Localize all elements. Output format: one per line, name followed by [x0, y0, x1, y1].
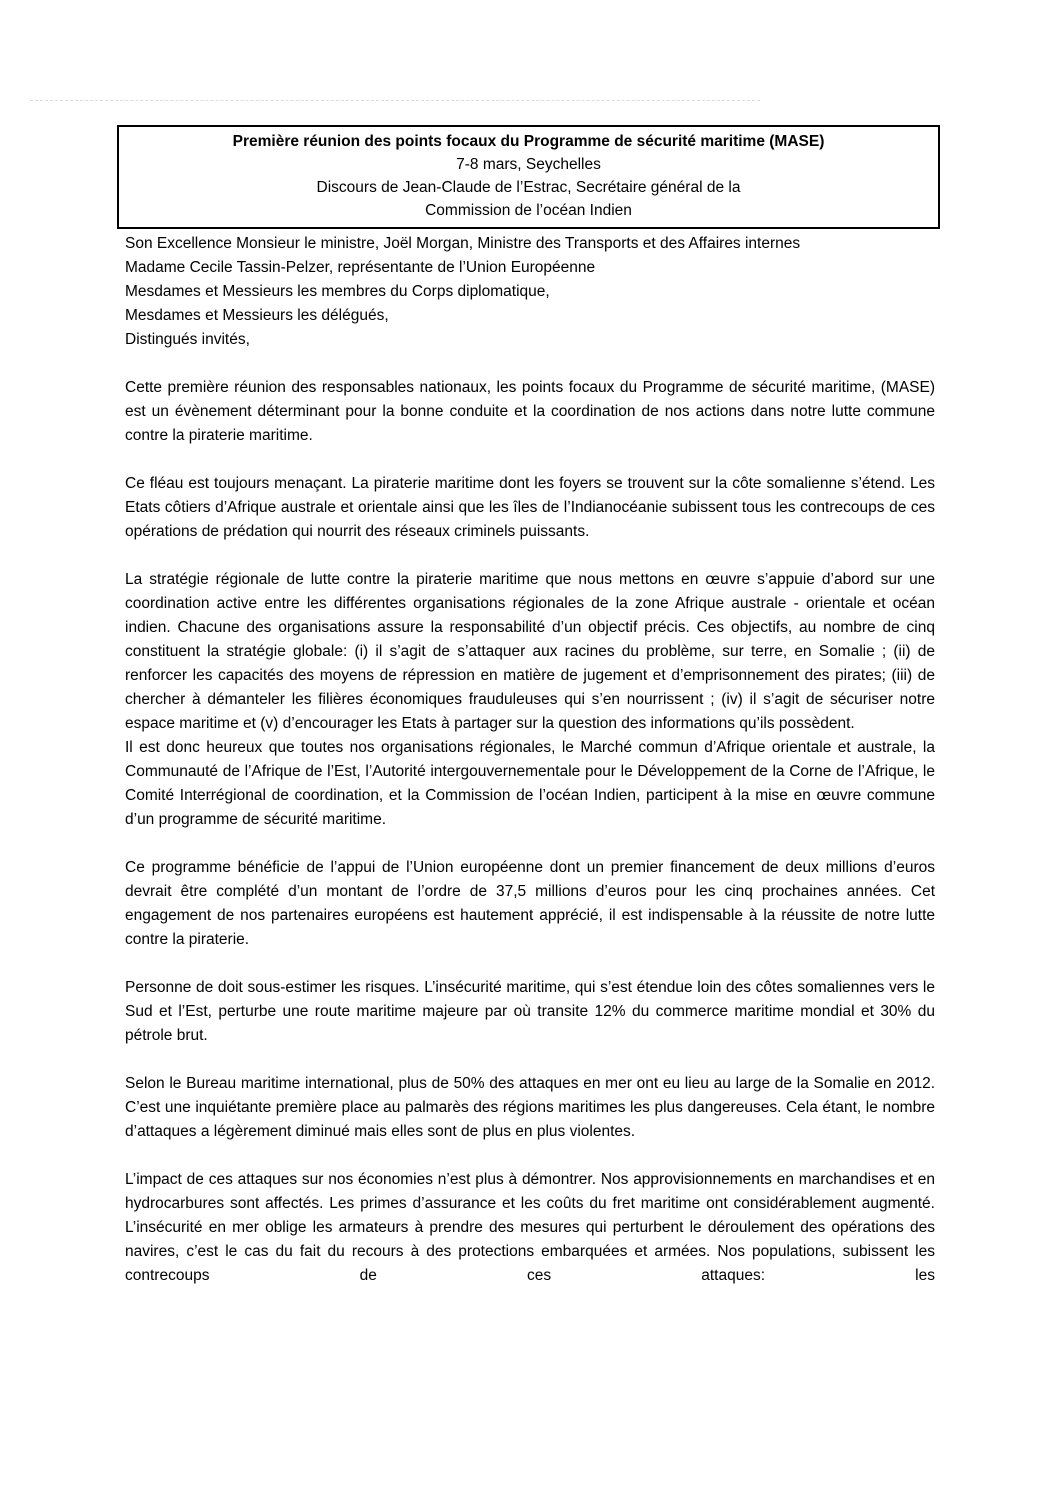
salutation-line: Son Excellence Monsieur le ministre, Joël Morgan, Ministre des Transports et des Affaires internes [125, 235, 801, 252]
paragraph-organisations: Il est donc heureux que toutes nos organisations régionales, le Marché commun d’Afrique orientale et australe, la Communauté de l’Afrique de l’Est, l’Autorité intergouvernementale pour le Développement de la Corne de l’Afrique, le Comité Interrégional de coordination, et la Commission de l’océan Indien, participent à la mise en œuvre commune d’un programme de sécurité maritime. [125, 739, 935, 828]
document-body [125, 232, 935, 1288]
salutation-line: Distingués invités, [125, 331, 250, 348]
salutation-line: Mesdames et Messieurs les délégués, [125, 307, 389, 324]
paragraph-intro: Cette première réunion des responsables nationaux, les points focaux du Programme de sécurité maritime, (MASE) est un évènement déterminant pour la bonne conduite et la coordination de nos actions dans notre lutte commune contre la piraterie maritime. [125, 379, 935, 444]
salutation-line: Madame Cecile Tassin-Pelzer, représentante de l’Union Européenne [125, 259, 596, 276]
paragraph-impact: L’impact de ces attaques sur nos économies n’est plus à démontrer. Nos approvisionnements en marchandises et en hydrocarbures sont affectés. Les primes d’assurance et les coûts du fret maritime ont considérablement augmenté. L’insécurité en mer oblige les armateurs à prendre des mesures qui perturbent le déroulement des opérations des navires, c’est le cas du fait du recours à des protections embarquées et armées. Nos populations, subissent les contrecoups de ces attaques: les [125, 1171, 935, 1284]
salutation-line: Mesdames et Messieurs les membres du Corps diplomatique, [125, 283, 550, 300]
organization-line: Commission de l’océan Indien [425, 202, 632, 219]
document-title: Première réunion des points focaux du Programme de sécurité maritime (MASE) [232, 133, 825, 150]
scan-artifact-line [30, 100, 760, 101]
title-box [117, 125, 940, 229]
paragraph-attaques: Selon le Bureau maritime international, plus de 50% des attaques en mer ont eu lieu au large de la Somalie en 2012. C’est une inquiétante première place au palmarès des régions maritimes les plus dangereuses. Cela étant, le nombre d’attaques a légèrement diminué mais elles sont de plus en plus violentes. [125, 1075, 935, 1140]
paragraph-fleau: Ce fléau est toujours menaçant. La piraterie maritime dont les foyers se trouvent sur la côte somalienne s’étend. Les Etats côtiers d’Afrique australe et orientale ainsi que les îles de l’Indianocéanie subissent tous les contrecoups de ces opérations de prédation qui nourrit des réseaux criminels puissants. [125, 475, 935, 540]
paragraph-strategie: La stratégie régionale de lutte contre la piraterie maritime que nous mettons en œuvre s’appuie d’abord sur une coordination active entre les différentes organisations régionales de la zone Afrique australe - orientale et océan indien. Chacune des organisations assure la responsabilité d’un objectif précis. Ces objectifs, au nombre de cinq constituent la stratégie globale: (i) il s’agit de s’attaquer aux racines du problème, sur terre, en Somalie ; (ii) de renforcer les capacités des moyens de répression en matière de jugement et d’emprisonnement des pirates; (iii) de chercher à démanteler les filières économiques frauduleuses qui s’en nourrissent ; (iv) il s’agit de sécuriser notre espace maritime et (v) d’encourager les Etats à partager sur la question des informations qu’ils possèdent. [125, 571, 935, 732]
event-date-location: 7-8 mars, Seychelles [456, 156, 601, 173]
paragraph-financement: Ce programme bénéficie de l’appui de l’Union européenne dont un premier financement de deux millions d’euros devrait être complété d’un montant de l’ordre de 37,5 millions d’euros pour les cinq prochaines années. Cet engagement de nos partenaires européens est hautement apprécié, il est indispensable à la réussite de notre lutte contre la piraterie. [125, 859, 935, 948]
salutation-block [125, 232, 935, 352]
speaker-line: Discours de Jean-Claude de l’Estrac, Secrétaire général de la [316, 179, 741, 196]
paragraph-risques: Personne de doit sous-estimer les risques. L’insécurité maritime, qui s’est étendue loin des côtes somaliennes vers le Sud et l’Est, perturbe une route maritime majeure par où transite 12% du commerce maritime mondial et 30% du pétrole brut. [125, 979, 935, 1044]
